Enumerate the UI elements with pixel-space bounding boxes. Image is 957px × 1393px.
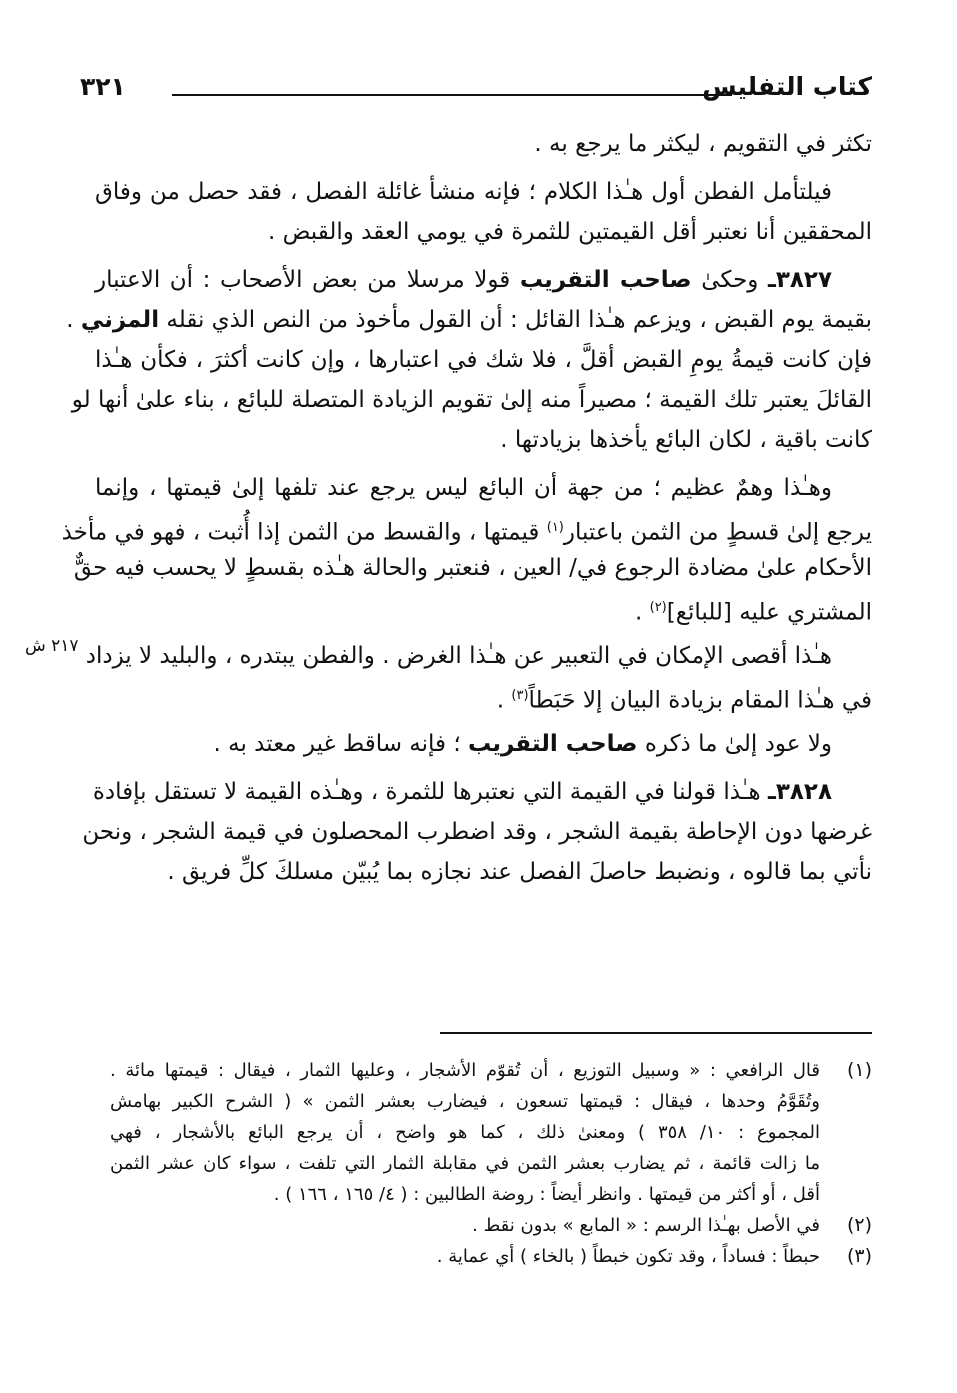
footnote-line: أقل ، أو أكثر من قيمتها . وانظر أيضاً : روضة الطالبين : ( ٤/ ١٦٥ ، ١٦٦ ) . [273,1184,820,1205]
running-head-title: كتاب التفليس [702,72,872,101]
paragraph-6 [95,724,872,764]
text-span: وحكىٰ [691,267,768,293]
text-line: هـٰذا أقصى الإمكان في التعبير عن هـٰذا الغرض . والفطن يبتدره ، والبليد لا يزداد [85,643,832,669]
paragraph-number: ٣٨٢٧ـ [767,267,832,293]
footnote-1 [110,1055,872,1210]
paragraph-3827 [66,260,872,460]
author-name: صاحب التقريب [519,267,692,293]
text-span: في هـٰذا المقام بزيادة البيان إلا حَبَطاً [528,687,872,714]
footnote-ref[interactable]: (٢) [649,600,667,615]
footnote-rule [440,1032,872,1034]
author-name: المزني [80,307,160,333]
text-span: . [66,307,81,333]
author-name: صاحب التقريب [467,731,638,757]
text-span: بقيمة يوم القبض ، ويزعم هـٰذا القائل : أن القول مأخوذ من النص الذي نقله [159,307,872,333]
text-span: ولا عود إلىٰ ما ذكره [637,731,832,757]
footnote-3 [110,1241,872,1272]
text-line: القائلَ يعتبر تلك القيمة ؛ مصيراً منه إلىٰ تقويم الزيادة المتصلة للبائع ، بناء علىٰ أنها لو [71,387,872,413]
text-span: ؛ فإنه ساقط غير معتد به . [213,731,468,757]
footnote-line: في الأصل بهـٰذا الرسم : « المابع » بدون نقط . [472,1215,820,1236]
page-number: ٣٢١ [80,72,126,101]
footnote-number: (١) [846,1059,872,1081]
footnote-line: وتُقَوَّمُ وحدها ، فيقال : قيمتها تسعون ، فيضارب بعشر الثمن » ( الشرح الكبير بهامش [110,1091,820,1112]
text-line: وهـٰذا وهمٌ عظيم ؛ من جهة أن البائع ليس يرجع عند تلفها إلىٰ قيمتها ، وإنما [95,475,832,501]
text-span: قيمتها ، والقسط من الثمن إذا أُثبت ، فهو في مأخذ [61,519,547,546]
footnotes [110,1055,872,1272]
paragraph-number: ٣٨٢٨ـ [767,779,832,805]
text-line: كانت باقية ، لكان البائع يأخذها بزيادتها . [500,427,872,453]
paragraph-4 [61,468,872,628]
text-line: غرضها دون الإحاطة بقيمة الشجر ، وقد اضطرب المحصلون في قيمة الشجر ، ونحن [82,819,872,845]
manuscript-folio-note: ٢١٧ ش [25,636,79,656]
paragraph-2 [95,172,872,252]
text-line [95,724,872,764]
footnote-line: ما زالت قائمة ، ثم يضارب بعشر الثمن في مقابلة الثمار التي تلفت ، سواء كان عشر الثمن [110,1153,820,1174]
footnote-number: (٢) [846,1214,872,1236]
running-header [80,72,872,118]
text-line [92,772,872,812]
footnote-number: (٣) [846,1245,872,1267]
text-line: المحققين أنا نعتبر أقل القيمتين للثمرة في يومي العقد والقبض . [267,219,872,245]
text-line [95,676,872,716]
text-line [66,300,872,340]
text-span: قولا مرسلا من بعض الأصحاب : أن الاعتبار [95,267,520,293]
text-span: . [496,687,512,714]
header-rule [172,94,732,96]
paragraph-1 [95,124,872,164]
text-line: نأتي بما قالوه ، ونضبط حاصلَ الفصل عند نجازه بما يُبيّن مسلكَ كلِّ فريق . [167,859,872,885]
text-span: هـٰذا قولنا في القيمة التي نعتبرها للثمرة ، وهـٰذه القيمة لا تستقل بإفادة [92,779,768,805]
text-line [95,588,872,628]
text-line: فإن كانت قيمةُ يومِ القبض أقلَّ ، فلا شك في اعتبارها ، وإن كانت أكثرَ ، فكأن هـٰذا [95,347,872,373]
text-span: يرجع إلىٰ قسطٍ من الثمن باعتبار [563,519,872,546]
footnote-ref[interactable]: (١) [546,520,564,535]
text-line [95,260,872,300]
text-line: تكثر في التقويم ، ليكثر ما يرجع به . [534,131,872,157]
text-line: فيلتأمل الفطن أول هـٰذا الكلام ؛ فإنه منشأ غائلة الفصل ، فقد حصل من وفاق [95,179,832,205]
paragraph-3828 [82,772,872,892]
text-line [61,508,872,548]
footnote-line: حبطاً : فساداً ، وقد تكون خبطاً ( بالخاء ) أي عماية . [436,1246,820,1267]
paragraph-5 [85,636,872,716]
footnote-ref[interactable]: (٣) [511,688,529,703]
footnote-line: قال الرافعي : « وسبيل التوزيع ، أن تُقوّم الأشجار ، وعليها الثمار ، فيقال : قيمتها مائة . [110,1060,820,1081]
footnote-line: المجموع : ١٠/ ٣٥٨ ) ومعنىٰ ذلك ، كما هو واضح ، أن يرجع البائع بالأشجار ، فهي [110,1122,820,1143]
text-span: المشتري عليه [للبائع] [666,599,872,626]
text-line: الأحكام علىٰ مضادة الرجوع في/ العين ، فنعتبر والحالة هـٰذه بقسطٍ لا يحسب فيه حقٌّ [73,555,872,581]
main-text [61,124,872,900]
text-span: . [634,599,650,626]
footnote-2 [110,1210,872,1241]
